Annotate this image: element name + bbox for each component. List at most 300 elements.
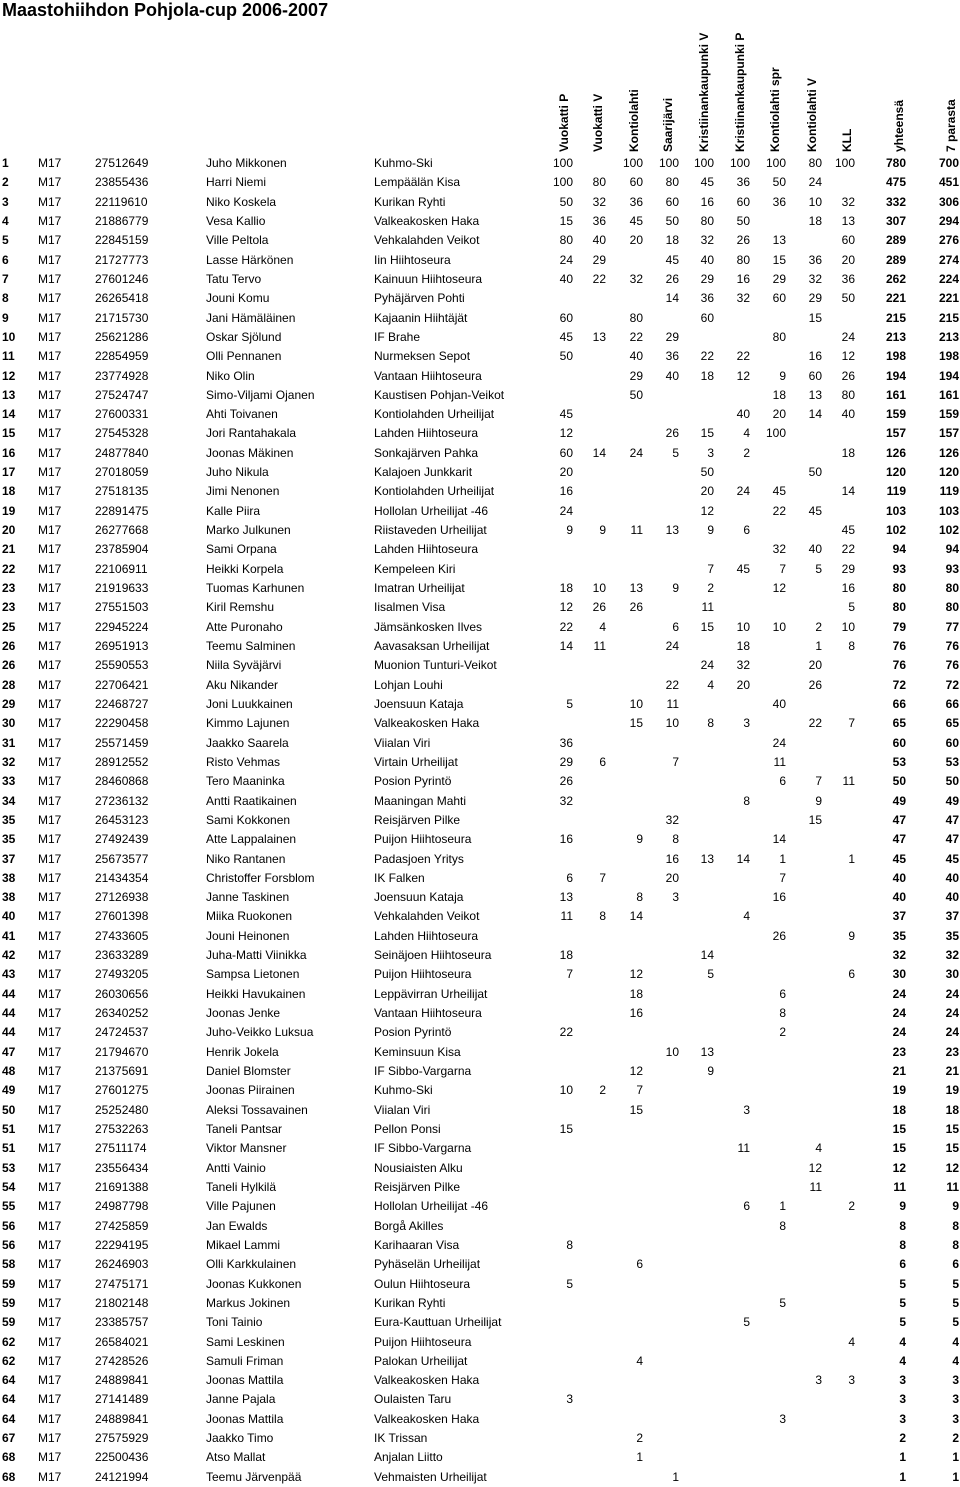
- race-points-cell: 18: [772, 387, 786, 402]
- table-row: [0, 676, 960, 695]
- race-points-cell: 11: [737, 1141, 750, 1156]
- race-points-cell: 18: [665, 233, 679, 248]
- race-points-cell: 29: [808, 291, 822, 306]
- race-points-cell: 9: [599, 523, 606, 538]
- race-points-cell: 16: [559, 832, 573, 847]
- table-row: [0, 193, 960, 212]
- race-points-cell: 8: [779, 1006, 786, 1021]
- total-cell: 120: [885, 465, 906, 480]
- total-cell: 213: [885, 329, 906, 344]
- best7-cell: 274: [938, 252, 959, 267]
- race-points-cell: 36: [592, 213, 606, 228]
- total-cell: 9: [899, 1199, 906, 1214]
- table-row: [0, 734, 960, 753]
- total-cell: 24: [892, 1025, 906, 1040]
- race-points-cell: 12: [808, 1160, 822, 1175]
- race-points-cell: 13: [700, 1044, 714, 1059]
- race-points-cell: 22: [808, 716, 822, 731]
- best7-cell: 77: [945, 619, 959, 634]
- class-cell: M17: [38, 619, 62, 634]
- column-header: [591, 2, 605, 152]
- license-cell: 25621286: [95, 329, 149, 344]
- race-points-cell: 8: [672, 832, 679, 847]
- class-cell: M17: [38, 542, 62, 557]
- race-points-cell: 60: [559, 445, 573, 460]
- race-points-cell: 14: [665, 291, 679, 306]
- table-row: [0, 154, 960, 173]
- race-points-cell: 32: [736, 658, 750, 673]
- name-cell: Juho-Veikko Luksua: [206, 1025, 314, 1040]
- race-points-cell: 22: [700, 349, 714, 364]
- license-cell: 26246903: [95, 1257, 149, 1272]
- race-points-cell: 80: [808, 156, 822, 170]
- total-cell: 40: [892, 870, 906, 885]
- race-points-cell: 32: [772, 542, 786, 557]
- license-cell: 21691388: [95, 1179, 149, 1194]
- race-points-cell: 16: [736, 271, 750, 286]
- club-cell: Maaningan Mahti: [374, 793, 467, 808]
- best7-cell: 224: [938, 271, 959, 286]
- total-cell: 215: [885, 310, 906, 325]
- best7-cell: 47: [945, 832, 959, 847]
- club-cell: Oulun Hiihtoseura: [374, 1276, 471, 1291]
- race-points-cell: 12: [629, 1064, 643, 1079]
- race-points-cell: 8: [779, 1218, 786, 1233]
- license-cell: 27600331: [95, 407, 149, 422]
- table-row: [0, 212, 960, 231]
- name-cell: Jaakko Saarela: [206, 735, 289, 750]
- table-row: [0, 830, 960, 849]
- column-header: [768, 2, 782, 152]
- total-cell: 94: [892, 542, 906, 557]
- best7-cell: 294: [938, 213, 959, 228]
- class-cell: M17: [38, 1141, 62, 1156]
- rank-cell: 15: [2, 426, 16, 441]
- race-points-cell: 50: [700, 465, 714, 480]
- rank-cell: 9: [2, 310, 9, 325]
- race-points-cell: 15: [559, 213, 573, 228]
- race-points-cell: 80: [559, 233, 573, 248]
- total-cell: 35: [892, 928, 906, 943]
- table-row: [0, 1236, 960, 1255]
- club-cell: IF Brahe: [374, 329, 421, 344]
- race-points-cell: 26: [772, 928, 786, 943]
- race-points-cell: 10: [592, 581, 606, 596]
- license-cell: 27425859: [95, 1218, 149, 1233]
- rank-cell: 68: [2, 1450, 16, 1465]
- table-row: [0, 1178, 960, 1197]
- club-cell: Kuhmo-Ski: [374, 156, 433, 170]
- race-points-cell: 13: [665, 523, 679, 538]
- rank-cell: 38: [2, 870, 16, 885]
- table-row: [0, 753, 960, 772]
- race-points-cell: 1: [672, 1469, 679, 1484]
- best7-cell: 23: [945, 1044, 959, 1059]
- race-points-cell: 10: [559, 1083, 573, 1098]
- race-points-cell: 9: [815, 793, 822, 808]
- best7-cell: 103: [938, 503, 959, 518]
- race-points-cell: 26: [841, 368, 855, 383]
- race-points-cell: 11: [666, 696, 679, 711]
- column-header-label: Saarijärvi: [661, 97, 675, 152]
- rank-cell: 26: [2, 639, 16, 653]
- best7-cell: 12: [945, 1160, 959, 1175]
- best7-cell: 3: [952, 1373, 959, 1388]
- race-points-cell: 29: [559, 754, 573, 769]
- license-cell: 24889841: [95, 1373, 149, 1388]
- race-points-cell: 2: [743, 445, 750, 460]
- race-points-cell: 7: [779, 561, 786, 576]
- club-cell: IK Falken: [374, 870, 425, 885]
- class-cell: M17: [38, 909, 62, 924]
- license-cell: 21886779: [95, 213, 149, 228]
- race-points-cell: 2: [599, 1083, 606, 1098]
- race-points-cell: 22: [629, 329, 643, 344]
- name-cell: Vesa Kallio: [206, 213, 266, 228]
- race-points-cell: 16: [629, 1006, 643, 1021]
- club-cell: Joensuun Kataja: [374, 696, 464, 711]
- license-cell: 22891475: [95, 503, 149, 518]
- race-points-cell: 100: [622, 156, 643, 170]
- race-points-cell: 24: [665, 639, 679, 653]
- class-cell: M17: [38, 310, 62, 325]
- race-points-cell: 60: [808, 368, 822, 383]
- total-cell: 47: [892, 812, 906, 827]
- best7-cell: 30: [945, 967, 959, 982]
- total-cell: 79: [892, 619, 906, 634]
- name-cell: Viktor Mansner: [206, 1141, 287, 1156]
- best7-cell: 102: [938, 523, 959, 538]
- race-points-cell: 29: [592, 252, 606, 267]
- license-cell: 25673577: [95, 851, 149, 866]
- total-cell: 76: [892, 639, 906, 653]
- race-points-cell: 13: [841, 213, 855, 228]
- rank-cell: 20: [2, 523, 16, 538]
- name-cell: Sami Leskinen: [206, 1334, 285, 1349]
- total-cell: 1: [899, 1450, 906, 1465]
- race-points-cell: 6: [848, 967, 855, 982]
- club-cell: Muonion Tunturi-Veikot: [374, 658, 497, 673]
- race-points-cell: 9: [566, 523, 573, 538]
- race-points-cell: 32: [592, 194, 606, 209]
- total-cell: 119: [886, 484, 906, 499]
- class-cell: M17: [38, 967, 62, 982]
- race-points-cell: 18: [700, 368, 714, 383]
- name-cell: Niila Syväjärvi: [206, 658, 282, 673]
- race-points-cell: 29: [700, 271, 714, 286]
- race-points-cell: 11: [593, 639, 606, 653]
- rank-cell: 64: [2, 1373, 16, 1388]
- license-cell: 25252480: [95, 1102, 149, 1117]
- race-points-cell: 22: [665, 677, 679, 692]
- table-row: [0, 714, 960, 733]
- class-cell: M17: [38, 1044, 62, 1059]
- race-points-cell: 32: [841, 194, 855, 209]
- best7-cell: 1: [952, 1469, 959, 1484]
- race-points-cell: 7: [636, 1083, 643, 1098]
- race-points-cell: 36: [700, 291, 714, 306]
- club-cell: Riistaveden Urheilijat: [374, 523, 487, 538]
- class-cell: M17: [38, 1392, 62, 1407]
- total-cell: 289: [885, 252, 906, 267]
- name-cell: Joonas Piirainen: [206, 1083, 295, 1098]
- rank-cell: 10: [2, 329, 16, 344]
- best7-cell: 5: [952, 1276, 959, 1291]
- name-cell: Lasse Härkönen: [206, 252, 294, 267]
- race-points-cell: 29: [629, 368, 643, 383]
- license-cell: 23855436: [95, 175, 149, 190]
- class-cell: M17: [38, 1276, 62, 1291]
- race-points-cell: 6: [672, 619, 679, 634]
- license-cell: 21715730: [95, 310, 149, 325]
- best7-cell: 198: [938, 349, 959, 364]
- rank-cell: 59: [2, 1276, 16, 1291]
- race-points-cell: 9: [636, 832, 643, 847]
- race-points-cell: 6: [743, 523, 750, 538]
- table-row: [0, 1313, 960, 1332]
- name-cell: Harri Niemi: [206, 175, 266, 190]
- club-cell: Kontiolahden Urheilijat: [374, 407, 495, 422]
- table-row: [0, 869, 960, 888]
- table-row: [0, 328, 960, 347]
- name-cell: Juho Mikkonen: [206, 156, 287, 170]
- class-cell: M17: [38, 523, 62, 538]
- race-points-cell: 10: [772, 619, 786, 634]
- table-row: [0, 1371, 960, 1390]
- table-row: [0, 444, 960, 463]
- license-cell: 26453123: [95, 812, 149, 827]
- total-cell: 23: [892, 1044, 906, 1059]
- name-cell: Jimi Nenonen: [206, 484, 280, 499]
- class-cell: M17: [38, 1237, 62, 1252]
- total-cell: 19: [892, 1083, 906, 1098]
- race-points-cell: 26: [808, 677, 822, 692]
- rank-cell: 22: [2, 561, 16, 576]
- name-cell: Ahti Toivanen: [206, 407, 278, 422]
- race-points-cell: 40: [629, 349, 643, 364]
- race-points-cell: 24: [559, 252, 573, 267]
- race-points-cell: 4: [815, 1141, 822, 1156]
- race-points-cell: 15: [808, 812, 822, 827]
- rank-cell: 56: [2, 1218, 16, 1233]
- race-points-cell: 18: [808, 213, 822, 228]
- table-row: [0, 1275, 960, 1294]
- best7-cell: 15: [945, 1141, 959, 1156]
- license-cell: 21794670: [95, 1044, 149, 1059]
- race-points-cell: 32: [808, 271, 822, 286]
- name-cell: Sami Orpana: [206, 542, 277, 557]
- race-points-cell: 26: [665, 271, 679, 286]
- best7-cell: 221: [938, 291, 959, 306]
- club-cell: Lahden Hiihtoseura: [374, 542, 479, 557]
- total-cell: 15: [892, 1122, 906, 1136]
- name-cell: Jouni Heinonen: [206, 928, 290, 943]
- best7-cell: 65: [945, 716, 959, 731]
- column-header: [557, 2, 571, 152]
- class-cell: M17: [38, 774, 62, 789]
- table-row: [0, 811, 960, 830]
- best7-cell: 80: [945, 581, 959, 596]
- column-header: [697, 2, 711, 152]
- rank-cell: 34: [2, 793, 16, 808]
- rank-cell: 51: [2, 1141, 16, 1156]
- club-cell: Vantaan Hiihtoseura: [374, 1006, 482, 1021]
- class-cell: M17: [38, 851, 62, 866]
- rank-cell: 53: [2, 1160, 16, 1175]
- club-cell: Keminsuun Kisa: [374, 1044, 461, 1059]
- name-cell: Samuli Friman: [206, 1353, 284, 1368]
- class-cell: M17: [38, 793, 62, 808]
- name-cell: Heikki Korpela: [206, 561, 284, 576]
- race-points-cell: 22: [559, 1025, 573, 1040]
- table-row: [0, 1448, 960, 1467]
- best7-cell: 306: [938, 194, 959, 209]
- license-cell: 28912552: [95, 754, 149, 769]
- rank-cell: 23: [2, 581, 16, 596]
- rank-cell: 6: [2, 252, 9, 267]
- table-row: [0, 309, 960, 328]
- column-header-label: Kristiinankaupunki V: [697, 32, 711, 152]
- club-cell: Virtain Urheilijat: [374, 754, 458, 769]
- race-points-cell: 36: [772, 194, 786, 209]
- race-points-cell: 6: [779, 774, 786, 789]
- total-cell: 80: [892, 581, 906, 596]
- race-points-cell: 32: [629, 271, 643, 286]
- class-cell: M17: [38, 754, 62, 769]
- name-cell: Miika Ruokonen: [206, 909, 293, 924]
- club-cell: Posion Pyrintö: [374, 1025, 452, 1040]
- total-cell: 307: [885, 213, 906, 228]
- race-points-cell: 32: [700, 233, 714, 248]
- race-points-cell: 24: [700, 658, 714, 673]
- race-points-cell: 60: [629, 175, 643, 190]
- rank-cell: 51: [2, 1122, 16, 1136]
- club-cell: Nousiaisten Alku: [374, 1160, 463, 1175]
- club-cell: Kempeleen Kiri: [374, 561, 456, 576]
- race-points-cell: 20: [665, 870, 679, 885]
- class-cell: M17: [38, 928, 62, 943]
- race-points-cell: 11: [809, 1179, 822, 1194]
- class-cell: M17: [38, 677, 62, 692]
- name-cell: Joni Luukkainen: [206, 696, 293, 711]
- best7-cell: 35: [945, 928, 959, 943]
- total-cell: 4: [899, 1353, 906, 1368]
- license-cell: 27493205: [95, 967, 149, 982]
- license-cell: 26951913: [95, 639, 149, 653]
- best7-cell: 8: [952, 1218, 959, 1233]
- best7-cell: 3: [952, 1392, 959, 1407]
- license-cell: 23774928: [95, 368, 149, 383]
- class-cell: M17: [38, 1122, 62, 1136]
- table-row: [0, 1333, 960, 1352]
- name-cell: Sami Kokkonen: [206, 812, 291, 827]
- club-cell: Kaustisen Pohjan-Veikot: [374, 387, 505, 402]
- table-row: [0, 1294, 960, 1313]
- best7-cell: 451: [938, 175, 959, 190]
- race-points-cell: 4: [599, 619, 606, 634]
- best7-cell: 24: [945, 1006, 959, 1021]
- best7-cell: 32: [945, 948, 959, 963]
- race-points-cell: 45: [629, 213, 643, 228]
- table-row: [0, 1023, 960, 1042]
- best7-cell: 8: [952, 1237, 959, 1252]
- race-points-cell: 60: [772, 291, 786, 306]
- class-cell: M17: [38, 600, 62, 615]
- name-cell: Toni Tainio: [206, 1315, 263, 1330]
- license-cell: 27475171: [95, 1276, 149, 1291]
- race-points-cell: 3: [707, 445, 714, 460]
- total-cell: 3: [899, 1373, 906, 1388]
- race-points-cell: 50: [808, 465, 822, 480]
- name-cell: Teemu Salminen: [206, 639, 296, 653]
- club-cell: Puijon Hiihtoseura: [374, 1334, 472, 1349]
- club-cell: Kontiolahden Urheilijat: [374, 484, 495, 499]
- total-cell: 40: [892, 890, 906, 905]
- total-cell: 8: [899, 1237, 906, 1252]
- race-points-cell: 40: [736, 407, 750, 422]
- race-points-cell: 50: [841, 291, 855, 306]
- license-cell: 24724537: [95, 1025, 149, 1040]
- rank-cell: 64: [2, 1392, 16, 1407]
- race-points-cell: 5: [779, 1295, 786, 1310]
- license-cell: 22294195: [95, 1237, 149, 1252]
- class-cell: M17: [38, 696, 62, 711]
- total-cell: 262: [885, 271, 906, 286]
- name-cell: Mikael Lammi: [206, 1237, 281, 1252]
- club-cell: Jämsänkosken Ilves: [374, 619, 483, 634]
- club-cell: Valkeakosken Haka: [374, 1373, 480, 1388]
- race-points-cell: 20: [772, 407, 786, 422]
- table-row: [0, 985, 960, 1004]
- table-row: [0, 1390, 960, 1409]
- race-points-cell: 11: [842, 774, 855, 789]
- race-points-cell: 6: [636, 1257, 643, 1272]
- name-cell: Simo-Viljami Ojanen: [206, 387, 315, 402]
- race-points-cell: 26: [559, 774, 573, 789]
- club-cell: Palokan Urheilijat: [374, 1353, 468, 1368]
- race-points-cell: 7: [566, 967, 573, 982]
- total-cell: 475: [885, 175, 906, 190]
- name-cell: Heikki Havukainen: [206, 986, 306, 1001]
- total-cell: 15: [892, 1141, 906, 1156]
- class-cell: M17: [38, 291, 62, 306]
- class-cell: M17: [38, 1006, 62, 1021]
- club-cell: Vehkalahden Veikot: [374, 233, 480, 248]
- race-points-cell: 4: [707, 677, 714, 692]
- class-cell: M17: [38, 1102, 62, 1117]
- total-cell: 1: [899, 1469, 906, 1484]
- class-cell: M17: [38, 890, 62, 905]
- total-cell: 18: [892, 1102, 906, 1117]
- license-cell: 23385757: [95, 1315, 149, 1330]
- race-points-cell: 6: [743, 1199, 750, 1214]
- name-cell: Juha-Matti Viinikka: [206, 948, 307, 963]
- best7-cell: 76: [945, 658, 959, 673]
- best7-cell: 18: [945, 1102, 959, 1117]
- name-cell: Kimmo Lajunen: [206, 716, 290, 731]
- rank-cell: 30: [2, 716, 16, 731]
- total-cell: 53: [892, 754, 906, 769]
- race-points-cell: 11: [630, 523, 643, 538]
- race-points-cell: 50: [665, 213, 679, 228]
- race-points-cell: 14: [629, 909, 643, 924]
- race-points-cell: 100: [693, 156, 714, 170]
- total-cell: 157: [885, 426, 906, 441]
- race-points-cell: 13: [592, 329, 606, 344]
- total-cell: 5: [899, 1315, 906, 1330]
- rank-cell: 14: [2, 407, 16, 422]
- license-cell: 25571459: [95, 735, 149, 750]
